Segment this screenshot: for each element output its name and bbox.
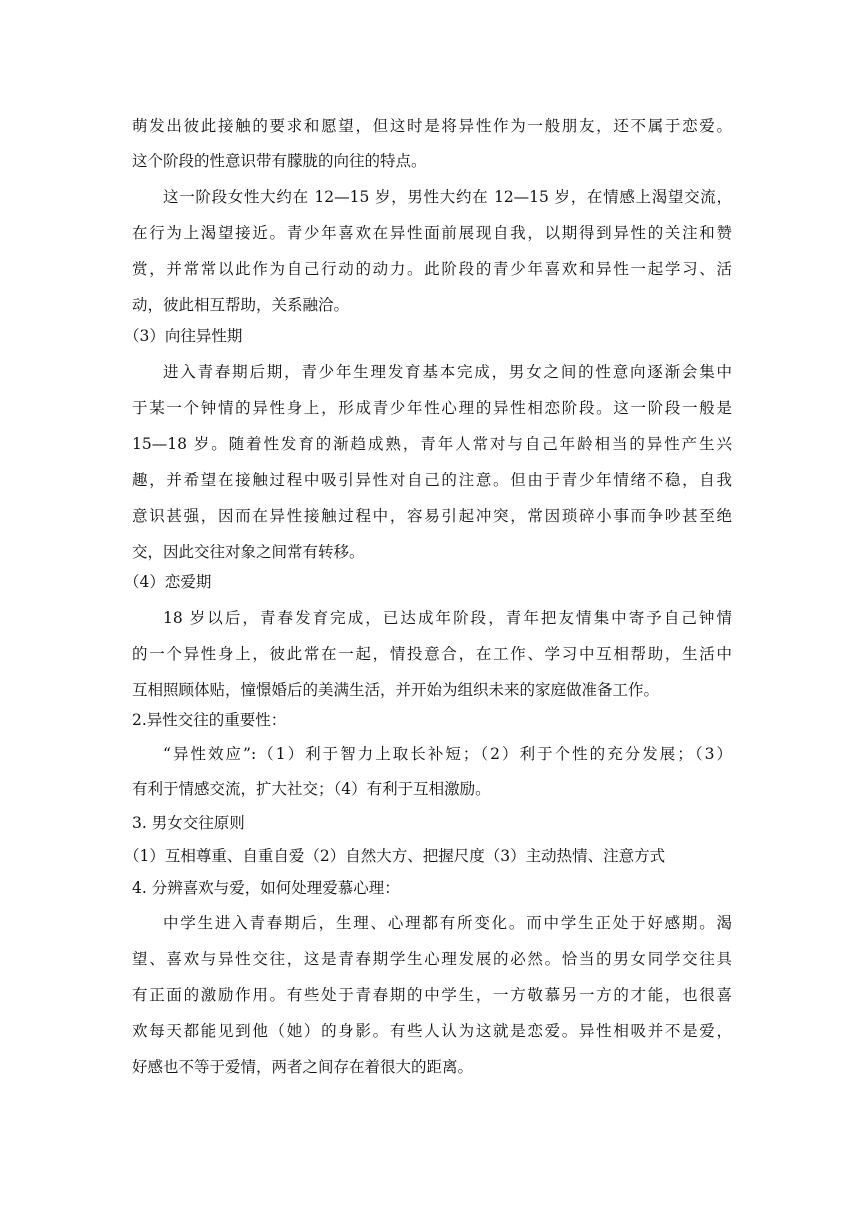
section-heading: 3. 男女交往原则 bbox=[132, 814, 245, 832]
text-line: 进入青春期后期，青少年生理发育基本完成，男女之间的性意向逐渐会集中 bbox=[163, 363, 732, 381]
text-line: 中学生进入青春期后，生理、心理都有所变化。而中学生正处于好感期。渴 bbox=[163, 914, 732, 932]
section-heading: （3）向往异性期 bbox=[124, 327, 243, 345]
section-heading: （4）恋爱期 bbox=[124, 573, 212, 591]
text-line: 于某一个钟情的异性身上，形成青少年性心理的异性相恋阶段。这一阶段一般是 bbox=[132, 399, 732, 417]
text-line: 有正面的激励作用。有些处于青春期的中学生，一方敬慕另一方的才能，也很喜 bbox=[132, 986, 732, 1004]
text-line: 的一个异性身上，彼此常在一起，情投意合，在工作、学习中互相帮助，生活中 bbox=[132, 645, 732, 663]
text-line: 望、喜欢与异性交往，这是青春期学生心理发展的必然。恰当的男女同学交往具 bbox=[132, 950, 732, 968]
text-line: （1）互相尊重、自重自爱（2）自然大方、把握尺度（3）主动热情、注意方式 bbox=[124, 847, 666, 865]
text-line: 好感也不等于爱情，两者之间存在着很大的距离。 bbox=[132, 1058, 474, 1076]
text-line: 交，因此交往对象之间常有转移。 bbox=[132, 543, 365, 561]
text-line: 意识甚强，因而在异性接触过程中，容易引起冲突，常因琐碎小事而争吵甚至绝 bbox=[132, 507, 732, 525]
section-heading: 2.异性交往的重要性： bbox=[132, 711, 287, 729]
text-line: 18 岁以后，青春发育完成，已达成年阶段，青年把友情集中寄予自己钟情 bbox=[163, 609, 732, 627]
text-line: 趣，并希望在接触过程中吸引异性对自己的注意。但由于青少年情绪不稳，自我 bbox=[132, 471, 732, 489]
text-line: 在行为上渴望接近。青少年喜欢在异性面前展现自我，以期得到异性的关注和赞 bbox=[132, 224, 732, 242]
text-line: 赏，并常常以此作为自己行动的动力。此阶段的青少年喜欢和异性一起学习、活 bbox=[132, 260, 732, 278]
text-line: 萌发出彼此接触的要求和愿望，但这时是将异性作为一般朋友，还不属于恋爱。 bbox=[132, 117, 732, 135]
text-line: 欢每天都能见到他（她）的身影。有些人认为这就是恋爱。异性相吸并不是爱， bbox=[132, 1022, 732, 1040]
text-line: 这一阶段女性大约在 12—15 岁，男性大约在 12—15 岁，在情感上渴望交流， bbox=[163, 188, 732, 206]
text-line: 这个阶段的性意识带有朦胧的向往的特点。 bbox=[132, 152, 427, 170]
text-line: 15—18 岁。随着性发育的渐趋成熟，青年人常对与自己年龄相当的异性产生兴 bbox=[132, 435, 732, 453]
text-line: 动，彼此相互帮助，关系融洽。 bbox=[132, 296, 350, 314]
text-line: “异性效应”:（1）利于智力上取长补短；（2）利于个性的充分发展；（3） bbox=[163, 745, 732, 763]
text-line: 互相照顾体贴，憧憬婚后的美满生活，并开始为组织未来的家庭做准备工作。 bbox=[132, 681, 660, 699]
text-line: 有利于情感交流，扩大社交；（4）有利于互相激励。 bbox=[132, 780, 491, 798]
section-heading: 4. 分辨喜欢与爱，如何处理爱慕心理： bbox=[132, 879, 400, 897]
